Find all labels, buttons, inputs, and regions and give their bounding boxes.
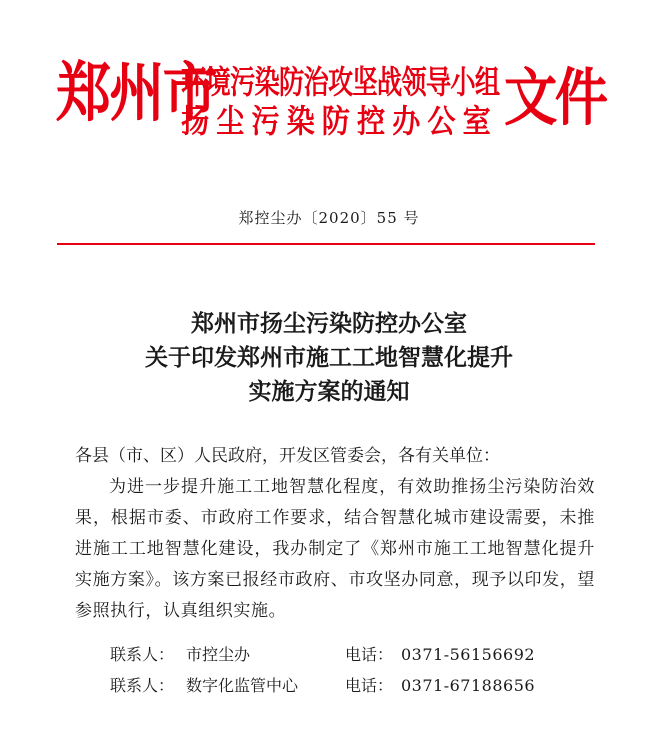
red-divider-line xyxy=(57,243,595,245)
document-title xyxy=(0,307,658,409)
phone-number: 0371-67188656 xyxy=(401,676,536,695)
masthead-issuer-line2: 扬尘污染防控办公室 xyxy=(181,102,498,140)
contact-row xyxy=(110,670,590,701)
phone-number: 0371-56156692 xyxy=(401,645,536,664)
masthead-document-word: 文件 xyxy=(504,61,606,134)
contact-label: 联系人： xyxy=(110,676,175,695)
title-line-3: 实施方案的通知 xyxy=(248,378,410,405)
document-masthead xyxy=(0,0,658,180)
contact-organization: 数字化监管中心 xyxy=(186,676,299,695)
contact-label: 联系人： xyxy=(110,645,175,664)
body-paragraph: 为进一步提升施工工地智慧化程度，有效助推扬尘污染防治效果，根据市委、市政府工作要求，结合智慧化城市建设需要，未推进施工工地智慧化建设，我办制定了《郑州市施工工地智慧化提升实施方案》。该方案已报经市政府、市攻坚办同意，现予以印发，望参照执行，认真组织实施。 xyxy=(75,477,595,621)
masthead-city: 郑州市 xyxy=(56,56,216,131)
phone-label: 电话： xyxy=(345,676,394,695)
contact-row xyxy=(110,639,590,670)
document-number: 郑控尘办〔2020〕55 号 xyxy=(238,209,420,227)
title-line-1: 郑州市扬尘污染防控办公室 xyxy=(191,310,467,337)
masthead-issuer xyxy=(181,64,511,139)
phone-label: 电话： xyxy=(345,645,394,664)
title-line-2: 关于印发郑州市施工工地智慧化提升 xyxy=(145,344,513,371)
contact-list xyxy=(110,639,590,701)
document-body xyxy=(75,441,595,627)
masthead-issuer-line1: 环境污染防治攻坚战领导小组 xyxy=(181,63,500,101)
addressee-line: 各县（市、区）人民政府，开发区管委会，各有关单位： xyxy=(75,446,500,466)
contact-organization: 市控尘办 xyxy=(186,645,251,664)
